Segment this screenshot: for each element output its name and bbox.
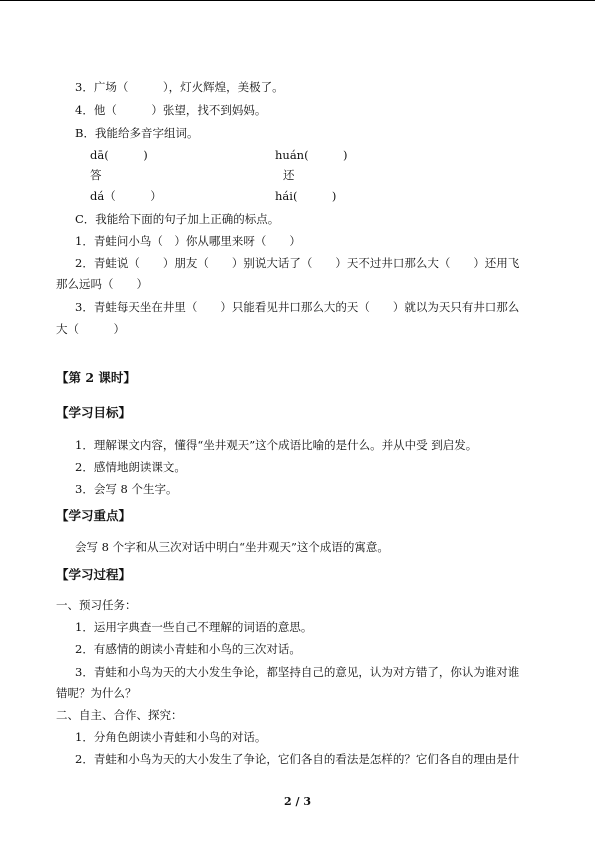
heading-learning-focus: 【学习重点】	[56, 508, 132, 523]
process-section-2: 二、自主、合作、探究：	[56, 708, 183, 722]
exercise-c2-cont: 那么远吗（ ）	[56, 277, 148, 291]
pinyin-da2: dá（ ）	[90, 189, 162, 203]
goal-1: 1．理解课文内容，懂得“坐井观天”这个成语比喻的是什么。并从中受 到启发。	[75, 438, 478, 452]
pinyin-huan: huán( )	[275, 148, 348, 162]
heading-learning-goals: 【学习目标】	[56, 405, 132, 420]
exercise-c1: 1．青蛙问小鸟（ ）你从哪里来呀（ ）	[75, 234, 301, 248]
process-1-2: 2．有感情的朗读小青蛙和小鸟的三次对话。	[75, 642, 301, 656]
process-2-2: 2．青蛙和小鸟为天的大小发生了争论，它们各自的看法是怎样的？它们各自的理由是什	[75, 752, 520, 766]
char-da: 答	[90, 168, 102, 182]
process-2-1: 1．分角色朗读小青蛙和小鸟的对话。	[75, 730, 267, 744]
exercise-a4: 4．他（ ）张望，找不到妈妈。	[75, 103, 267, 117]
pinyin-da1: dā( )	[90, 148, 148, 162]
exercise-c2: 2．青蛙说（ ）朋友（ ）别说大话了（ ）天不过井口那么大（ ）还用飞	[75, 256, 520, 270]
process-1-3: 3．青蛙和小鸟为天的大小发生争论，都坚持自己的意见，认为对方错了，你认为谁对谁	[75, 665, 520, 679]
heading-lesson-2: 【第 2 课时】	[56, 370, 136, 385]
char-huan: 还	[283, 168, 295, 182]
process-1-3-cont: 错呢？为什么？	[56, 686, 137, 700]
page-top-border	[0, 0, 595, 1]
exercise-a3: 3．广场（ ），灯火辉煌，美极了。	[75, 80, 284, 94]
process-1-1: 1．运用字典查一些自己不理解的词语的意思。	[75, 620, 313, 634]
exercise-c3-cont: 大（ ）	[56, 322, 125, 336]
heading-learning-process: 【学习过程】	[56, 567, 132, 582]
section-c-title: C．我能给下面的句子加上正确的标点。	[75, 212, 280, 226]
pinyin-hai: hái( )	[275, 189, 337, 203]
process-section-1: 一、预习任务：	[56, 598, 137, 612]
page-number: 2 / 3	[284, 795, 311, 808]
section-b-title: B．我能给多音字组词。	[75, 126, 199, 140]
goal-2: 2．感情地朗读课文。	[75, 460, 186, 474]
focus-text: 会写 8 个字和从三次对话中明白“坐井观天”这个成语的寓意。	[75, 540, 389, 554]
exercise-c3: 3．青蛙每天坐在井里（ ）只能看见井口那么大的天（ ）就以为天只有井口那么	[75, 300, 520, 314]
goal-3: 3．会写 8 个生字。	[75, 482, 178, 496]
